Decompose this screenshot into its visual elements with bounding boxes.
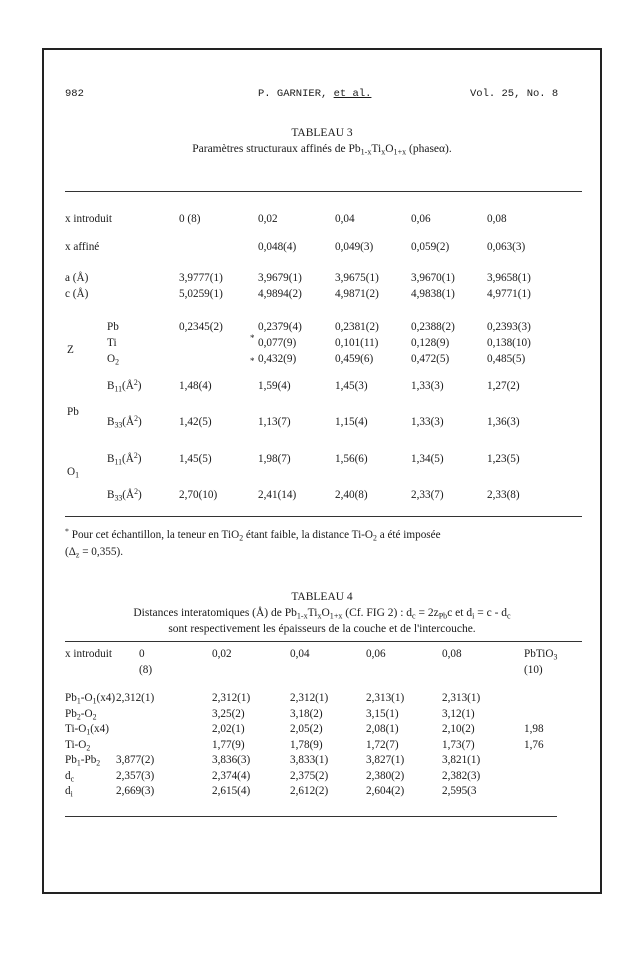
table3-cell: 0,063(3) — [487, 241, 526, 253]
table3-cell: 1,59(4) — [258, 380, 291, 392]
row-label-sub2: 1 — [92, 696, 97, 706]
row-label-part1: Pb — [65, 754, 77, 766]
table4-header-cell: 0,06 — [366, 648, 386, 660]
table4-cell: 2,375(2) — [290, 769, 329, 782]
table3-cell: 0,059(2) — [411, 241, 450, 253]
table3-row-label — [107, 489, 142, 501]
table3-row-label — [65, 213, 112, 225]
table4-cell: 1,72(7) — [366, 738, 399, 751]
table3-pb-group-label: Pb — [67, 406, 79, 418]
table4-row-label — [65, 692, 115, 704]
table3-cell: 0,2388(2) — [411, 321, 455, 333]
row-label-part1: d — [65, 769, 71, 782]
table4-header-label: x introduit — [65, 648, 112, 660]
table4-cell: 3,827(1) — [366, 754, 405, 766]
table3-row-label — [107, 321, 119, 333]
table3-cell: 0,08 — [487, 213, 507, 225]
table3-cell: 3,9658(1) — [487, 272, 531, 284]
table4-cell: 2,615(4) — [212, 785, 251, 797]
table4-header-cell: 0,02 — [212, 648, 232, 660]
table3-cell: 4,9871(2) — [335, 288, 379, 300]
table4-cell: 3,12(1) — [442, 707, 475, 720]
table4-header-sub0: (8) — [139, 664, 153, 676]
table4-cell: 2,380(2) — [366, 769, 405, 782]
table4-header-cell: 0,04 — [290, 648, 310, 660]
running-head-authors: P. GARNIER, — [258, 88, 334, 100]
table3-footnote-line1: * Pour cet échantillon, la teneur en TiO$_2$ étant faible, la distance $Ti-O_2$ a été imposée — [65, 527, 441, 543]
table3-cell: 1,27(2) — [487, 380, 520, 392]
table3-footnote-line2: $(\Delta_z = 0,355)$. — [65, 546, 124, 560]
table3-cell: 0,04 — [335, 213, 355, 225]
row-label-sub: 33 — [114, 493, 123, 503]
table3-cell: 1,36(3) — [487, 416, 520, 428]
table3-cell: 3,9670(1) — [411, 272, 455, 284]
table4-top-rule — [65, 641, 582, 642]
row-label-sub1: 2 — [86, 742, 91, 752]
table3-row-label — [65, 241, 99, 253]
row-label-sub1: 2 — [76, 711, 81, 721]
table4-header-cell-last — [524, 648, 557, 660]
table3-cell: 0,077(9) — [258, 337, 297, 349]
table3-o1-group-label: $O_1$ — [67, 466, 80, 480]
table3-cell: 0,459(6) — [335, 353, 374, 365]
table4-cell: 2,612(2) — [290, 785, 329, 797]
table3-cell: 2,40(8) — [335, 489, 368, 501]
row-label-post: (Å — [122, 489, 135, 501]
table4-row-label — [65, 708, 96, 720]
page-frame — [42, 48, 602, 894]
header-last-text: PbTiO — [524, 648, 554, 660]
row-label-part1: d — [65, 785, 71, 797]
running-head — [258, 88, 371, 100]
table4-cell: 3,15(1) — [366, 707, 399, 720]
table3-row-label — [107, 353, 119, 365]
table4-bottom-rule — [65, 816, 557, 817]
table3-cell: 1,48(4) — [179, 380, 212, 392]
row-label-text: Pb — [107, 321, 119, 333]
table3-cell: 4,9771(1) — [487, 288, 531, 300]
table3-cell: 0,2381(2) — [335, 321, 379, 333]
table3-row-label — [107, 337, 117, 349]
table3-cell: 0,128(9) — [411, 337, 450, 349]
table4-cell: 2,357(3) — [116, 769, 155, 782]
table4-cell: 1,77(9) — [212, 738, 245, 751]
row-label-sup: 2 — [134, 487, 139, 497]
table3-top-rule — [65, 191, 582, 192]
table4-cell: 2,05(2) — [290, 723, 323, 735]
table4-cell: 2,02(1) — [212, 723, 245, 735]
row-label-sub: 33 — [114, 420, 123, 430]
table4-row-label — [65, 739, 90, 751]
footnote-star-2: * — [250, 356, 255, 366]
table4-header-cell: 0 — [139, 648, 145, 660]
table3-cell: 1,45(3) — [335, 380, 368, 392]
table4-cell: 2,10(2) — [442, 723, 475, 735]
table3-cell: 0,06 — [411, 213, 431, 225]
running-head-et-al: et al. — [333, 88, 372, 100]
table3-cell: 0,472(5) — [411, 353, 450, 365]
row-label-text: x affiné — [65, 241, 100, 253]
footnote-star-1: * — [250, 333, 255, 343]
table4-cell: 2,382(3) — [442, 769, 481, 782]
table4-cell: 1,73(7) — [442, 738, 475, 751]
table3-cell: 0,2345(2) — [179, 321, 223, 333]
row-label-end: ) — [138, 489, 142, 501]
table4-header-sub-last: (10) — [524, 664, 543, 676]
table3-cell: 1,33(3) — [411, 380, 444, 392]
table4-cell: 1,98 — [524, 723, 544, 735]
table3-cell: 0,101(11) — [335, 337, 379, 349]
table3-cell: 1,42(5) — [179, 416, 212, 428]
table3-cell: 1,15(4) — [335, 416, 368, 428]
row-label-end: ) — [137, 453, 142, 465]
table3-cell: 1,13(7) — [258, 416, 291, 428]
table3-cell: 0,432(9) — [258, 353, 297, 365]
table3-cell: 1,56(6) — [335, 453, 368, 465]
table3-row-label — [65, 272, 88, 284]
row-label-sup: 2 — [133, 451, 138, 461]
table4-cell: 3,836(3) — [212, 754, 251, 766]
table3-cell: 2,41(14) — [258, 489, 297, 501]
row-label-sub2: 2 — [96, 758, 101, 768]
row-label-sub1: i — [70, 789, 73, 799]
row-label-end: ) — [138, 416, 142, 428]
row-label-text: B — [107, 453, 115, 465]
table4-cell: 2,595(3 — [442, 785, 477, 797]
row-label-part2: -O — [80, 707, 93, 720]
table4-cell: 2,374(4) — [212, 769, 251, 782]
row-label-sub1: c — [70, 773, 75, 783]
table4-row-label — [65, 754, 100, 766]
table3-cell: 0,138(10) — [487, 337, 531, 349]
table4-cell: 1,76 — [524, 738, 544, 751]
table3-bottom-rule — [65, 516, 582, 517]
row-label-sub: 11 — [114, 384, 123, 394]
table3-row-label — [65, 288, 88, 300]
row-label-sub: 2 — [115, 357, 120, 367]
table3-cell: 0,2379(4) — [258, 321, 302, 333]
table4-cell: 2,312(1) — [116, 692, 155, 704]
table4-header-cell: 0,08 — [442, 648, 462, 660]
table4-row-label — [65, 770, 74, 782]
table4-cell: 3,18(2) — [290, 707, 323, 720]
row-label-sub2: 2 — [92, 711, 97, 721]
row-label-sup: 2 — [134, 414, 139, 424]
table3-cell: 1,23(5) — [487, 453, 520, 465]
table3-cell: 4,9838(1) — [411, 288, 455, 300]
table3-cell: 3,9675(1) — [335, 272, 379, 284]
table4-cell: 2,604(2) — [366, 785, 405, 797]
row-label-part1: Ti-O — [65, 723, 87, 735]
row-label-text: B — [107, 416, 115, 428]
row-label-sub: 11 — [114, 457, 123, 467]
table4-row-label — [65, 723, 109, 735]
table4-title: TABLEAU 4 — [291, 591, 353, 603]
row-label-text: B — [107, 489, 115, 501]
row-label-text: x introduit — [65, 213, 112, 225]
table3-row-label — [107, 380, 141, 392]
row-label-sub1: 1 — [86, 727, 91, 737]
row-label-post: (Å — [122, 416, 135, 428]
table3-cell: 0,048(4) — [258, 241, 297, 253]
table4-cell: 2,312(1) — [212, 692, 251, 704]
row-label-part1: Pb — [65, 707, 77, 720]
row-label-sub1: 1 — [76, 696, 81, 706]
running-head-volume: Vol. 25, No. 8 — [470, 88, 559, 100]
table3-cell: 1,98(7) — [258, 453, 291, 465]
table4-cell: 2,669(3) — [116, 785, 155, 797]
table3-z-label: Z — [67, 344, 74, 356]
table3-cell: 2,33(8) — [487, 489, 520, 501]
header-last-sub: 3 — [553, 652, 558, 662]
table3-cell: 3,9679(1) — [258, 272, 302, 284]
table3-row-label — [107, 453, 141, 465]
row-label-end: ) — [137, 380, 142, 392]
row-label-post: (Å — [122, 380, 134, 392]
row-label-part2: -O — [80, 692, 93, 704]
table4-cell: 2,08(1) — [366, 723, 399, 735]
row-label-part2: (x4) — [90, 723, 109, 735]
table3-cell: 0,02 — [258, 213, 278, 225]
table4-cell: 2,313(1) — [366, 692, 405, 704]
table4-cell: 3,25(2) — [212, 707, 245, 720]
row-label-part1: Pb — [65, 692, 77, 704]
table3-cell: 0,485(5) — [487, 353, 526, 365]
row-label-sup: 2 — [133, 378, 138, 388]
table3-cell: 4,9894(2) — [258, 288, 302, 300]
table3-cell: 2,70(10) — [179, 489, 218, 501]
table4-cell: 3,833(1) — [290, 754, 329, 766]
row-label-part1: Ti-O — [65, 738, 87, 751]
table4-cell: 3,821(1) — [442, 754, 481, 766]
row-label-part3: (x4) — [96, 692, 116, 704]
row-label-part2: -Pb — [80, 754, 97, 766]
table3-row-label — [107, 416, 142, 428]
table4-cell: 3,877(2) — [116, 754, 155, 766]
row-label-text: Ti — [107, 337, 117, 349]
row-label-post: (Å — [122, 453, 134, 465]
table3-cell: 0,2393(3) — [487, 321, 531, 333]
table3-caption: Paramètres structuraux affinés de $Pb_{1-x}Ti_xO_{1+x}$ (phaseα). — [192, 143, 452, 157]
row-label-sub1: 1 — [76, 758, 81, 768]
table3-cell: 1,33(3) — [411, 416, 444, 428]
table3-cell: 1,45(5) — [179, 453, 212, 465]
table3-cell: 5,0259(1) — [179, 288, 223, 300]
table4-cell: 1,78(9) — [290, 738, 323, 751]
table4-caption-line2: sont respectivement les épaisseurs de la couche et de l'intercouche. — [168, 623, 476, 635]
table3-cell: 1,34(5) — [411, 453, 444, 465]
row-label-text: B — [107, 380, 115, 392]
table4-cell: 2,313(1) — [442, 692, 481, 704]
table3-title: TABLEAU 3 — [291, 127, 353, 139]
table4-caption-line1: Distances interatomiques (Å) de $Pb_{1-x}Ti_xO_{1+x}$ (Cf. FIG 2) : $d_c = 2z_{Pb}c$ et $d_i = c - d_c$ — [133, 607, 511, 621]
table3-cell: 0 (8) — [179, 213, 201, 225]
row-label-text: c (Å) — [65, 288, 89, 300]
row-label-text: O — [107, 353, 116, 365]
page-number: 982 — [65, 88, 84, 100]
table3-cell: 2,33(7) — [411, 489, 444, 501]
row-label-text: a (Å) — [65, 272, 89, 284]
table4-row-label — [65, 785, 73, 797]
table3-cell: 0,049(3) — [335, 241, 374, 253]
table4-cell: 2,312(1) — [290, 692, 329, 704]
table3-cell: 3,9777(1) — [179, 272, 223, 284]
